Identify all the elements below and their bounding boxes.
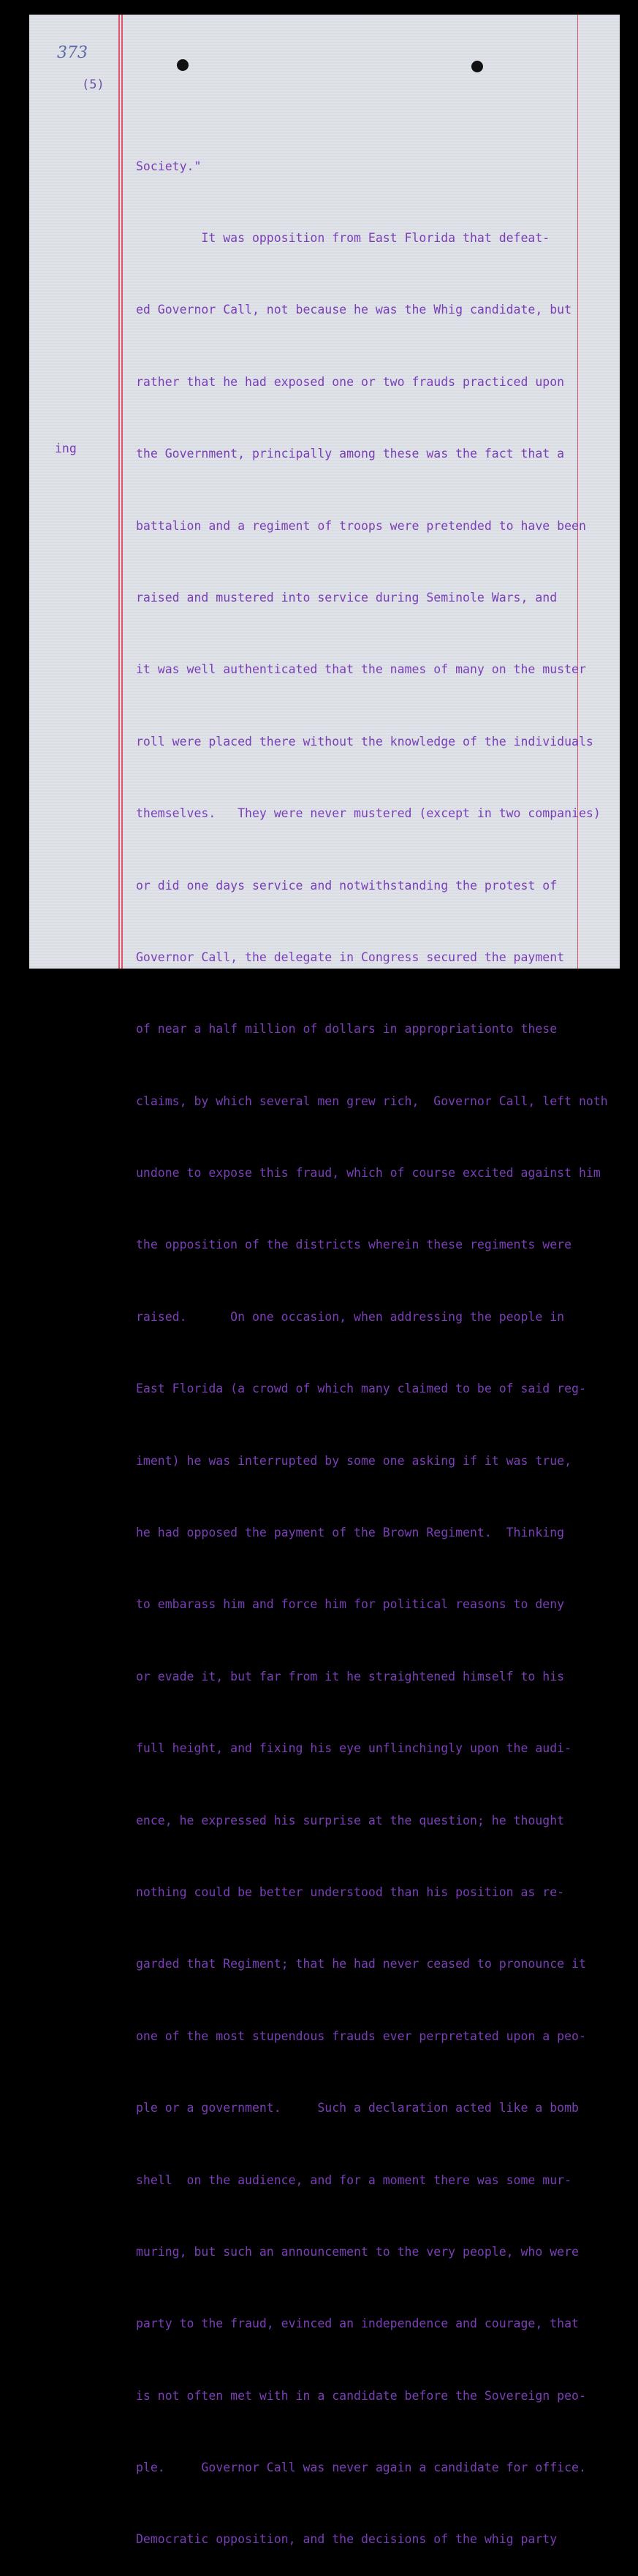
punch-hole-left: [177, 59, 189, 71]
text-line: shell on the audience, and for a moment there was some mur-: [136, 2172, 572, 2187]
margin-note: ing: [55, 442, 77, 455]
text-line: Society.": [136, 159, 202, 173]
text-line: It was opposition from East Florida that defeat-: [136, 230, 550, 245]
text-line: raised. On one occasion, when addressing the people in: [136, 1309, 565, 1324]
left-margin-rule-inner: [121, 15, 123, 969]
text-line: battalion and a regiment of troops were pretended to have been: [136, 518, 586, 533]
text-line: is not often met with in a candidate before the Sovereign peo-: [136, 2388, 586, 2403]
text-line: full height, and fixing his eye unflinchingly upon the audi-: [136, 1741, 572, 1756]
text-line: muring, but such an announcement to the very people, who were: [136, 2244, 579, 2259]
text-line: raised and mustered into service during Seminole Wars, and: [136, 590, 558, 605]
text-line: East Florida (a crowd of which many claimed to be of said reg-: [136, 1382, 586, 1396]
page-number: (5): [82, 77, 105, 92]
text-line: the opposition of the districts wherein these regiments were: [136, 1238, 572, 1252]
text-line: themselves. They were never mustered (except in two companies): [136, 806, 601, 821]
text-line: or did one days service and notwithstanding the protest of: [136, 878, 558, 893]
left-margin-rule: [118, 15, 120, 969]
folio-number: 373: [57, 44, 88, 62]
text-line: rather that he had exposed one or two frauds practiced upon: [136, 374, 565, 389]
text-line: he had opposed the payment of the Brown Regiment. Thinking: [136, 1526, 565, 1540]
text-line: undone to expose this fraud, which of course excited against him: [136, 1166, 601, 1181]
text-line: of near a half million of dollars in appropriationto these: [136, 1022, 558, 1037]
text-line: garded that Regiment; that he had never ceased to pronounce it: [136, 1957, 586, 1971]
text-line: Governor Call, the delegate in Congress secured the payment: [136, 950, 565, 964]
text-line: iment) he was interrupted by some one asking if it was true,: [136, 1453, 572, 1468]
text-line: it was well authenticated that the names of many on the muster: [136, 662, 586, 677]
text-line: nothing could be better understood than his position as re-: [136, 1884, 565, 1899]
text-line: claims, by which several men grew rich, Governor Call, left noth: [136, 1094, 608, 1108]
text-line: the Government, principally among these was the fact that a: [136, 447, 565, 461]
text-line: to embarass him and force him for political reasons to deny: [136, 1597, 565, 1612]
text-line: party to the fraud, evinced an independence and courage, that: [136, 2316, 579, 2331]
text-line: one of the most stupendous frauds ever perpretated upon a peo-: [136, 2028, 586, 2043]
text-line: ple. Governor Call was never again a candidate for office.: [136, 2461, 586, 2475]
text-line: Democratic opposition, and the decisions of the whig party: [136, 2532, 558, 2547]
text-line: ple or a government. Such a declaration acted like a bomb: [136, 2101, 579, 2115]
text-line: or evade it, but far from it he straightened himself to his: [136, 1669, 565, 1683]
text-line: roll were placed there without the knowledge of the individuals: [136, 734, 593, 749]
text-line: ence, he expressed his surprise at the question; he thought: [136, 1813, 565, 1827]
punch-hole-right: [471, 61, 483, 72]
body-text: [136, 107, 618, 2576]
text-line: ed Governor Call, not because he was the Whig candidate, but: [136, 303, 572, 317]
